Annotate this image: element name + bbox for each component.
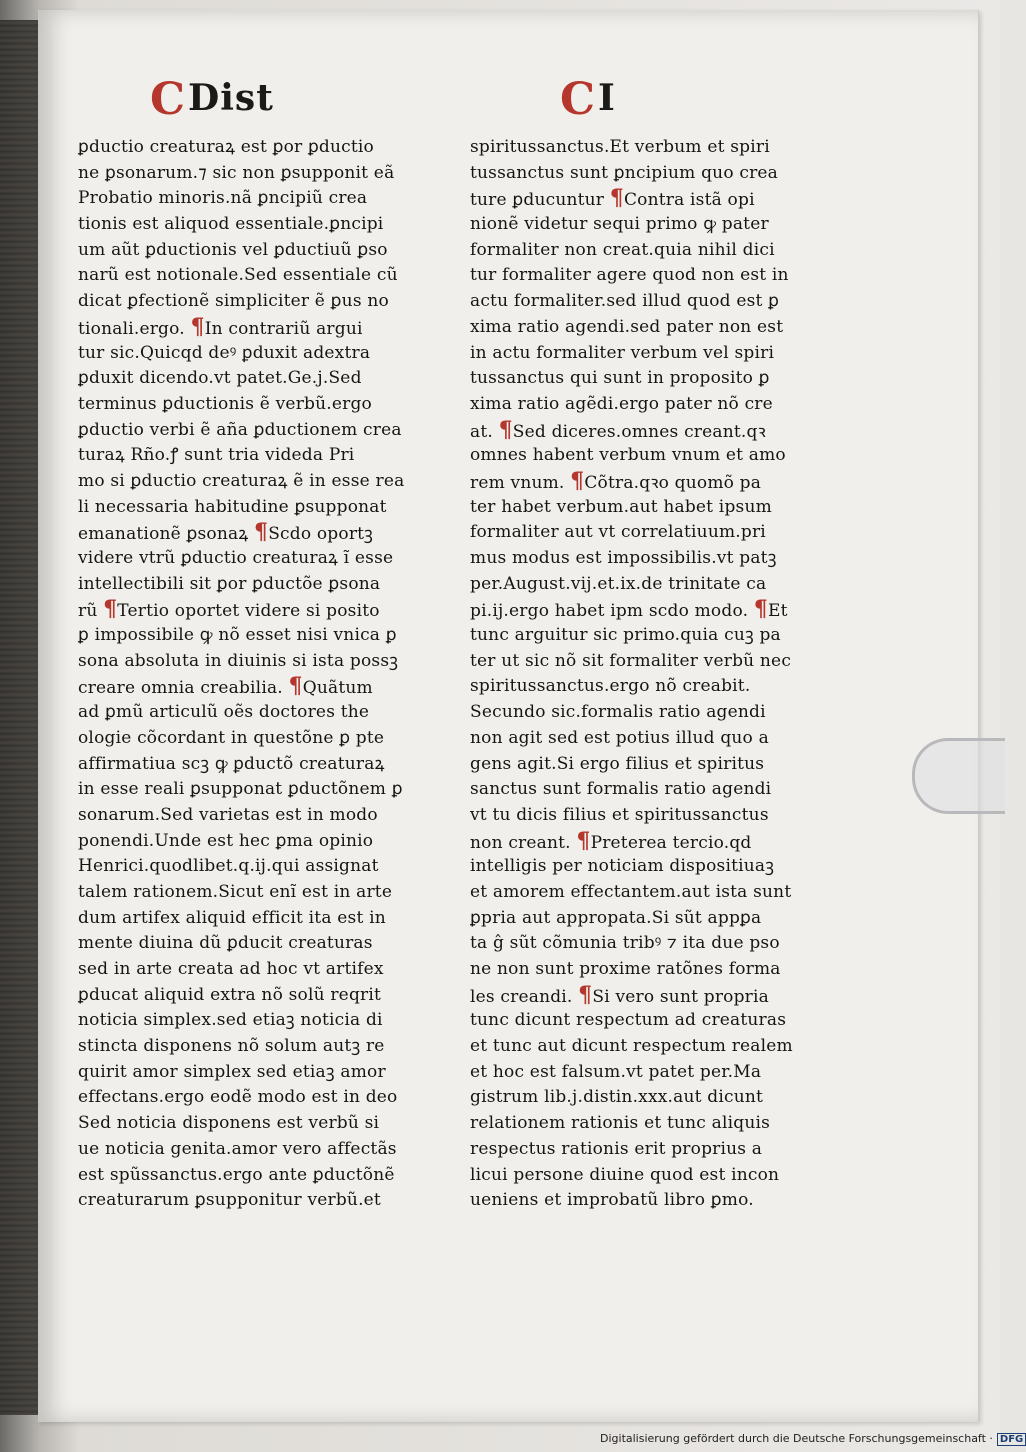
text-line: xima ratio agẽdi.ergo pater nõ cre <box>470 393 773 414</box>
page-clip <box>912 738 1005 814</box>
text-line: respectus rationis erit proprius a <box>470 1138 763 1159</box>
text-line: narũ est notionale.Sed essentiale cũ <box>78 265 398 286</box>
digitization-footer <box>600 1432 1026 1450</box>
text-line: stincta disponens nõ solum autꝫ re <box>78 1036 385 1057</box>
text-line: Henrici.quodlibet.q.ij.qui assignat <box>78 856 379 877</box>
text-line: ologie cõcordant in questõne ꝑ pte <box>78 727 385 748</box>
text-line: ture ꝑducuntur ¶Contra istã opi <box>470 185 755 212</box>
text-line: pi.ij.ergo habet ipm scdo modo. ¶Et <box>470 596 788 623</box>
text-line: quirit amor simplex sed etiaꝫ amor <box>78 1061 386 1082</box>
text-line: ꝑ impossibile ꝙ nõ esset nisi vnica ꝑ <box>78 625 397 646</box>
text-line: tur formaliter agere quod non est in <box>470 265 789 286</box>
running-head-right <box>560 70 616 125</box>
text-line: um aũt ꝑductionis vel ꝑductiuũ ꝑso <box>78 239 388 260</box>
rubric-paragraph-mark: ¶ <box>609 185 624 212</box>
text-line: affirmatiua scꝫ ꝙ ꝑductõ creaturaꝝ <box>78 753 385 774</box>
text-line: sed in arte creata ad hoc vt artifex <box>78 959 384 979</box>
text-line: at. ¶Sed diceres.omnes creant.qꝛ <box>470 416 766 443</box>
text-line: rem vnum. ¶Cõtra.qꝛo quomõ pa <box>470 467 762 494</box>
text-line: formaliter non creat.quia nihil dici <box>470 239 775 260</box>
text-line: li necessaria habitudine ꝑsupponat <box>78 496 387 517</box>
text-line: rũ ¶Tertio oportet videre si posito <box>78 596 380 623</box>
text-line: est spũssanctus.ergo ante ꝑductõnẽ <box>78 1164 395 1185</box>
text-line: et hoc est falsum.vt patet per.Ma <box>470 1061 762 1082</box>
text-line: non agit sed est potius illud quo a <box>470 727 769 748</box>
text-line: ne non sunt proxime ratõnes forma <box>470 959 781 979</box>
text-line: turaꝝ Rño.ꝭ sunt tria videda Pri <box>78 445 355 466</box>
text-line: xima ratio agendi.sed pater non est <box>470 316 784 337</box>
text-line: spiritussanctus.Et verbum et spiri <box>470 137 770 157</box>
text-line: tur sic.Quicqd deꝰ ꝑduxit adextra <box>78 342 371 363</box>
text-line: ter habet verbum.aut habet ipsum <box>470 496 772 517</box>
text-line: dicat ꝑfectionẽ simpliciter ẽ ꝑus no <box>78 291 389 312</box>
text-line: tionali.ergo. ¶In contrariũ argui <box>78 313 363 340</box>
text-line: dum artifex aliquid efficit ita est in <box>78 907 386 928</box>
text-line: mente diuina dũ ꝑducit creaturas <box>78 933 373 954</box>
rubric-paragraph-mark: ¶ <box>103 596 118 623</box>
running-head-right-text: I <box>598 77 616 119</box>
text-line: ad ꝑmũ articulũ oẽs doctores the <box>78 702 370 723</box>
text-line: vt tu dicis filius et spiritussanctus <box>470 804 769 825</box>
text-line: intellectibili sit ꝑor ꝑductõe ꝑsona <box>78 573 381 594</box>
text-line: tunc dicunt respectum ad creaturas <box>470 1010 787 1031</box>
dfg-logo: DFG <box>997 1433 1026 1446</box>
text-line: Secundo sic.formalis ratio agendi <box>470 702 766 723</box>
text-line: effectans.ergo eodẽ modo est in deo <box>78 1087 398 1108</box>
text-line: per.August.vij.et.ix.de trinitate ca <box>470 573 767 594</box>
text-line: tunc arguitur sic primo.quia cuꝫ pa <box>470 625 781 646</box>
text-line: ter ut sic nõ sit formaliter verbũ nec <box>470 650 792 671</box>
text-line: ꝑducat aliquid extra nõ solũ reqrit <box>78 984 382 1005</box>
text-line: tussanctus qui sunt in proposito ꝑ <box>470 368 770 389</box>
text-line: videre vtrũ ꝑductio creaturaꝝ ĩ esse <box>78 548 394 568</box>
text-line: formaliter aut vt correlatiuum.pri <box>470 522 766 543</box>
text-line: emanationẽ ꝑsonaꝝ ¶Scdo oportꝫ <box>78 519 374 546</box>
text-line: ueniens et improbatũ libro ꝑmo. <box>470 1190 754 1211</box>
rubric-initial-left: C <box>150 74 187 125</box>
rubric-paragraph-mark: ¶ <box>753 596 768 623</box>
rubric-paragraph-mark: ¶ <box>190 313 205 340</box>
rubric-paragraph-mark: ¶ <box>288 673 303 700</box>
text-line: tussanctus sunt ꝑncipium quo crea <box>470 162 779 183</box>
rubric-paragraph-mark: ¶ <box>578 981 593 1008</box>
text-line: ꝑductio creaturaꝝ est ꝑor ꝑductio <box>78 137 374 157</box>
text-line: et amorem effectantem.aut ista sunt <box>470 881 792 902</box>
text-line: gistrum lib.j.distin.xxx.aut dicunt <box>470 1087 764 1108</box>
text-column-left <box>78 135 458 1214</box>
text-line: et tunc aut dicunt respectum realem <box>470 1036 793 1057</box>
rubric-initial-right: C <box>560 74 597 125</box>
text-line: Sed noticia disponens est verbũ si <box>78 1113 380 1134</box>
text-line: omnes habent verbum vnum et amo <box>470 445 786 466</box>
text-line: mus modus est impossibilis.vt patꝫ <box>470 548 777 568</box>
text-line: non creant. ¶Preterea tercio.qd <box>470 827 752 854</box>
text-line: in esse reali ꝑsupponat ꝑductõnem ꝑ <box>78 779 403 800</box>
text-column-right <box>470 135 848 1214</box>
text-line: Probatio minoris.nã ꝑncipiũ crea <box>78 188 368 209</box>
text-line: terminus ꝑductionis ẽ verbũ.ergo <box>78 393 372 414</box>
text-line: tionis est aliquod essentiale.ꝑncipi <box>78 214 384 235</box>
text-line: nionẽ videtur sequi primo ꝙ pater <box>470 214 769 235</box>
rubric-paragraph-mark: ¶ <box>570 467 585 494</box>
text-line: creaturarum ꝑsupponitur verbũ.et <box>78 1190 381 1211</box>
text-line: licui persone diuine quod est incon <box>470 1164 780 1185</box>
text-line: les creandi. ¶Si vero sunt propria <box>470 981 769 1008</box>
text-line: talem rationem.Sicut enĩ est in arte <box>78 881 393 902</box>
text-line: creare omnia creabilia. ¶Quãtum <box>78 673 373 700</box>
text-line: noticia simplex.sed etiaꝫ noticia di <box>78 1010 383 1031</box>
text-line: spiritussanctus.ergo nõ creabit. <box>470 676 751 697</box>
text-line: sonarum.Sed varietas est in modo <box>78 804 378 825</box>
text-line: ta ĝ sũt cõmunia tribꝰ ⁊ ita due pso <box>470 933 780 954</box>
text-line: sanctus sunt formalis ratio agendi <box>470 779 772 800</box>
text-line: actu formaliter.sed illud quod est ꝑ <box>470 291 780 312</box>
text-line: ꝑductio verbi ẽ aña ꝑductionem crea <box>78 419 402 440</box>
text-line: intelligis per noticiam dispositiuaꝫ <box>470 856 775 877</box>
running-head-left <box>150 70 274 125</box>
text-line: ponendi.Unde est hec ꝑma opinio <box>78 830 374 851</box>
text-line: in actu formaliter verbum vel spiri <box>470 342 775 363</box>
text-line: ꝑduxit dicendo.vt patet.Ge.j.Sed <box>78 368 362 389</box>
text-line: ue noticia genita.amor vero affectãs <box>78 1138 397 1159</box>
text-line: mo si ꝑductio creaturaꝝ ẽ in esse rea <box>78 470 405 491</box>
rubric-paragraph-mark: ¶ <box>498 416 513 443</box>
text-line: gens agit.Si ergo filius et spiritus <box>470 753 765 774</box>
text-line: sona absoluta in diuinis si ista possꝫ <box>78 650 399 671</box>
text-line: ꝑpria aut appropata.Si sũt appꝑa <box>470 907 762 928</box>
rubric-paragraph-mark: ¶ <box>253 519 269 546</box>
rubric-paragraph-mark: ¶ <box>576 827 591 854</box>
text-line: ne ꝑsonarum.⁊ sic non ꝑsupponit eã <box>78 162 395 183</box>
text-line: relationem rationis et tunc aliquis <box>470 1113 771 1134</box>
footer-credit: Digitalisierung gefördert durch die Deutsche Forschungsgemeinschaft · <box>600 1432 993 1445</box>
running-head-left-text: Dist <box>188 77 274 119</box>
book-spine-edge <box>0 20 42 1415</box>
